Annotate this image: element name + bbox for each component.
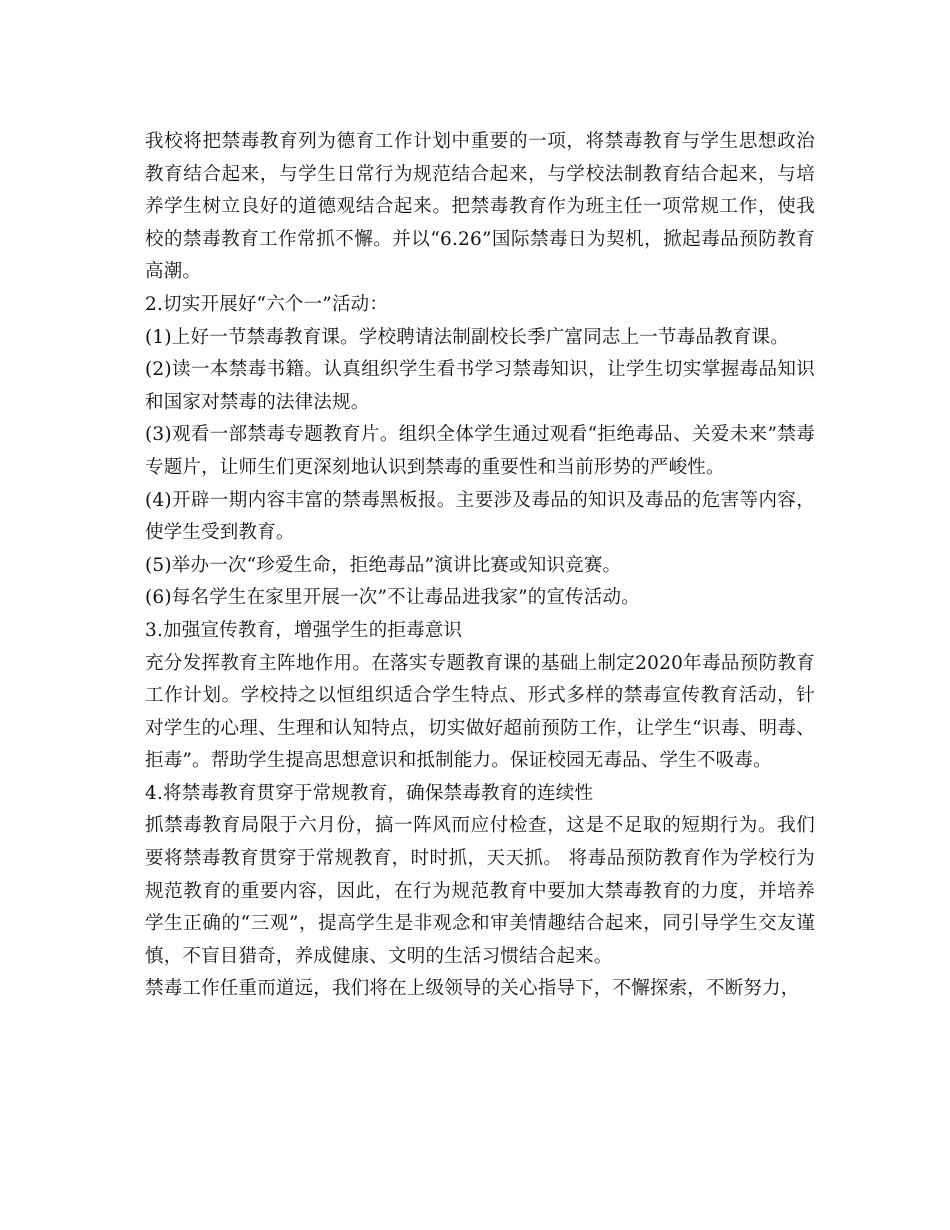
list-item-activity-2: (2)读一本禁毒书籍。认真组织学生看书学习禁毒知识，让学生切实掌握毒品知识和国家对禁毒的法律法规。 — [145, 359, 815, 413]
document-body — [145, 126, 815, 1006]
list-item-activity-6: (6)每名学生在家里开展一次”不让毒品进我家”的宣传活动。 — [145, 587, 640, 609]
heading-continuity: 4.将禁毒教育贯穿于常规教育，确保禁毒教育的连续性 — [145, 782, 594, 804]
heading-publicity: 3.加强宣传教育，增强学生的拒毒意识 — [145, 619, 463, 641]
list-item-activity-5: (5)举办一次“珍爱生命，拒绝毒品”演讲比赛或知识竞赛。 — [145, 554, 622, 576]
list-item-activity-3: (3)观看一部禁毒专题教育片。组织全体学生通过观看“拒绝毒品、关爱未来”禁毒专题片，让师生们更深刻地认识到禁毒的重要性和当前形势的严峻性。 — [145, 424, 815, 478]
list-item-activity-1: (1)上好一节禁毒教育课。学校聘请法制副校长季广富同志上一节毒品教育课。 — [145, 326, 789, 348]
paragraph-continuity: 抓禁毒教育局限于六月份，搞一阵风而应付检查，这是不足取的短期行为。我们要将禁毒教育贯穿于常规教育，时时抓，天天抓。 将毒品预防教育作为学校行为规范教育的重要内容，因此，在行为规范教育中要加大禁毒教育的力度，并培养学生正确的“三观”，提高学生是非观念和审美情趣结合起来，同引导学生交友谨慎，不盲目猎奇，养成健康、文明的生活习惯结合起来。 — [145, 815, 815, 967]
paragraph-publicity: 充分发挥教育主阵地作用。在落实专题教育课的基础上制定2020年毒品预防教育工作计划。学校持之以恒组织适合学生特点、形式多样的禁毒宣传教育活动，针对学生的心理、生理和认知特点，切实做好超前预防工作，让学生“识毒、明毒、拒毒”。帮助学生提高思想意识和抵制能力。保证校园无毒品、学生不吸毒。 — [145, 652, 815, 772]
paragraph-intro: 我校将把禁毒教育列为德育工作计划中重要的一项，将禁毒教育与学生思想政治教育结合起来，与学生日常行为规范结合起来，与学校法制教育结合起来，与培养学生树立良好的道德观结合起来。把禁毒教育作为班主任一项常规工作，使我校的禁毒教育工作常抓不懈。并以“6.26”国际禁毒日为契机，掀起毒品预防教育高潮。 — [145, 131, 815, 283]
list-item-activity-4: (4)开辟一期内容丰富的禁毒黑板报。主要涉及毒品的知识及毒品的危害等内容，使学生受到教育。 — [145, 489, 815, 544]
paragraph-closing: 禁毒工作任重而道远，我们将在上级领导的关心指导下，不懈探索，不断努力， — [145, 978, 800, 1000]
heading-six-activities: 2.切实开展好“六个一”活动： — [145, 293, 389, 315]
